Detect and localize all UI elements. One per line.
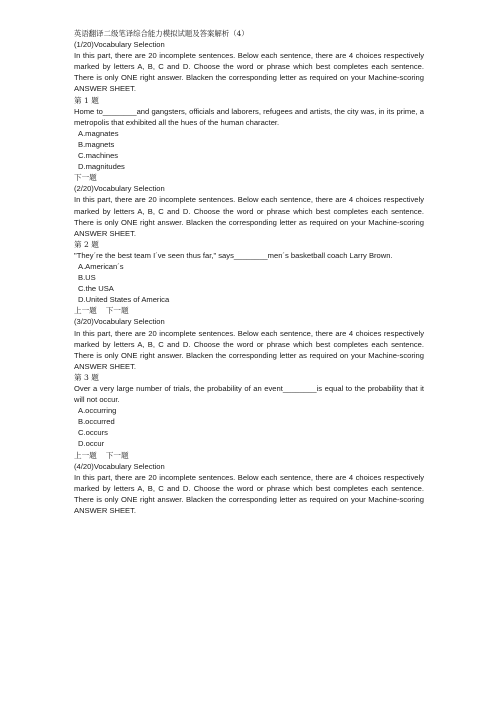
instructions-text: In this part, there are 20 incomplete sentences. Below each sentence, there are 4 choices respectively marked by letters A, B, C and D. Choose the word or phrase which best completes each sentence. There is only ONE right answer. Blacken the corresponding letter as required on your Machine-scoring ANSWER SHEET. xyxy=(74,472,424,516)
option-c[interactable]: C.the USA xyxy=(78,284,114,294)
instructions-text: In this part, there are 20 incomplete sentences. Below each sentence, there are 4 choices respectively marked by letters A, B, C and D. Choose the word or phrase which best completes each sentence. There is only ONE right answer. Blacken the corresponding letter as required on your Machine-scoring ANSWER SHEET. xyxy=(74,328,424,371)
section-header: (1/20)Vocabulary Selection xyxy=(74,40,165,50)
option-d[interactable]: D.occur xyxy=(78,439,105,449)
question-text: Home to________and gangsters, officials and laborers, refugees and artists, the city was, in its prime, a metropolis that exhibited all the hues of the human character. xyxy=(74,106,424,127)
prev-question-link[interactable]: 上一题 xyxy=(74,306,97,316)
question-block-3 xyxy=(74,316,424,460)
question-label: 第 2 题 xyxy=(74,239,99,249)
question-label: 第 3 题 xyxy=(74,372,99,382)
next-question-link[interactable]: 下一题 xyxy=(105,306,129,316)
instructions-text: In this part, there are 20 incomplete sentences. Below each sentence, there are 4 choices respectively marked by letters A, B, C and D. Choose the word or phrase which best completes each sentence. There is only ONE right answer. Blacken the corresponding letter as required on your Machine-scoring ANSWER SHEET. xyxy=(74,195,424,238)
question-text: Over a very large number of trials, the probability of an event________is equal to the probability that it will not occur. xyxy=(74,384,424,405)
question-nav xyxy=(74,305,424,316)
question-block-4 xyxy=(74,461,424,516)
options-list xyxy=(74,128,424,172)
question-block-2 xyxy=(74,183,424,316)
option-b[interactable]: B.magnets xyxy=(78,139,115,149)
question-text: "They´re the best team I´ve seen thus far," says________men´s basketball coach Larry Brown. xyxy=(74,250,393,260)
question-block-1 xyxy=(74,39,424,183)
document-title: 英语翻译二级笔译综合能力模拟试题及答案解析（4） xyxy=(74,29,249,38)
next-question-link[interactable]: 下一题 xyxy=(105,450,129,460)
options-list xyxy=(74,261,424,305)
option-b[interactable]: B.occurred xyxy=(78,417,115,427)
option-b[interactable]: B.US xyxy=(78,273,96,283)
option-c[interactable]: C.occurs xyxy=(78,428,108,438)
section-header: (3/20)Vocabulary Selection xyxy=(74,317,165,327)
option-a[interactable]: A.American´s xyxy=(78,261,124,271)
section-header: (2/20)Vocabulary Selection xyxy=(74,184,165,194)
question-label: 第 1 题 xyxy=(74,95,99,105)
question-nav xyxy=(74,450,424,461)
option-a[interactable]: A.magnates xyxy=(78,128,119,138)
next-question-link[interactable]: 下一题 xyxy=(74,173,97,183)
document-page xyxy=(74,28,424,516)
option-d[interactable]: D.magnitudes xyxy=(78,162,125,172)
prev-question-link[interactable]: 上一题 xyxy=(74,450,97,460)
instructions-text: In this part, there are 20 incomplete sentences. Below each sentence, there are 4 choices respectively marked by letters A, B, C and D. Choose the word or phrase which best completes each sentence. There is only ONE right answer. Blacken the corresponding letter as required on your Machine-scoring ANSWER SHEET. xyxy=(74,51,424,94)
question-nav xyxy=(74,172,424,183)
option-a[interactable]: A.occurring xyxy=(78,406,117,416)
section-header: (4/20)Vocabulary Selection xyxy=(74,461,165,471)
options-list xyxy=(74,405,424,449)
option-c[interactable]: C.machines xyxy=(78,151,119,161)
option-d[interactable]: D.United States of America xyxy=(78,295,170,305)
